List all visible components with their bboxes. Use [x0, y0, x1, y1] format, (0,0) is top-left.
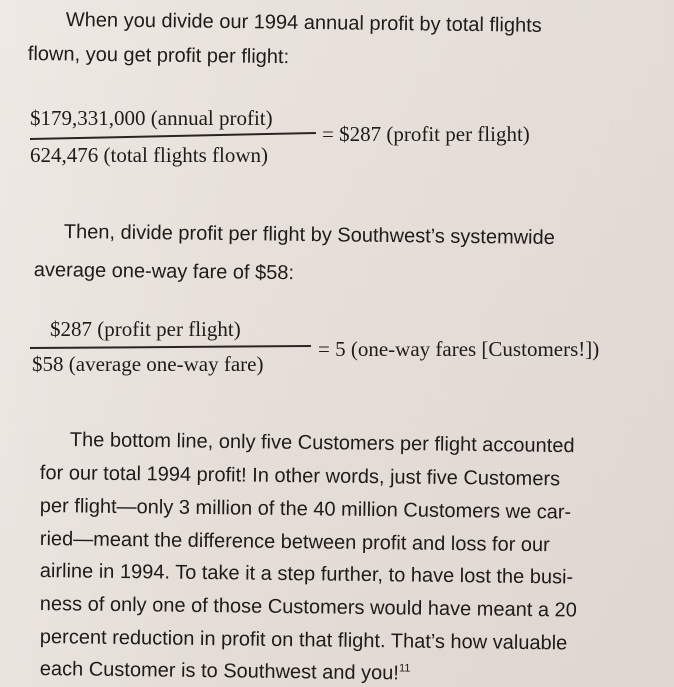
fraction-1-bar — [30, 132, 316, 140]
then-text-line-2: average one-way fare of $58: — [33, 259, 295, 285]
intro-text-line-1: When you divide our 1994 annual profit by total flights — [65, 9, 542, 37]
fraction-2-denominator: $58 (average one-way fare) — [32, 352, 264, 376]
then-text-line-1: Then, divide profit per flight by Southwest’s systemwide — [63, 221, 555, 249]
bottom-paragraph-line-4: ried—meant the difference between profit and loss for our — [39, 528, 550, 557]
bottom-paragraph-line-1: The bottom line, only five Customers per flight accounted — [69, 429, 575, 458]
fraction-2-result: = 5 (one-way fares [Customers!]) — [318, 337, 600, 361]
bottom-paragraph-line-3: per flight—only 3 million of the 40 million Customers we car- — [39, 495, 572, 524]
bottom-paragraph-last-text: each Customer is to Southwest and you! — [39, 658, 400, 685]
intro-text-line-2: flown, you get profit per flight: — [27, 43, 290, 69]
bottom-paragraph-line-2: for our total 1994 profit! In other words, just five Customers — [39, 462, 561, 491]
bottom-paragraph-line-6: ness of only one of those Customers would have meant a 20 — [39, 593, 577, 622]
bottom-paragraph-line-7: percent reduction in profit on that flight. That’s how valuable — [39, 626, 568, 655]
fraction-1-result: = $287 (profit per flight) — [322, 122, 530, 146]
footnote-marker: 11 — [398, 662, 411, 675]
fraction-2-bar — [30, 345, 311, 349]
fraction-1-denominator: 624,476 (total flights flown) — [30, 143, 268, 167]
bottom-paragraph-line-5: airline in 1994. To take it a step further, to have lost the busi- — [39, 560, 574, 589]
fraction-1-numerator: $179,331,000 (annual profit) — [30, 106, 273, 130]
fraction-2-numerator: $287 (profit per flight) — [50, 317, 241, 341]
bottom-paragraph-line-8 — [40, 659, 411, 684]
